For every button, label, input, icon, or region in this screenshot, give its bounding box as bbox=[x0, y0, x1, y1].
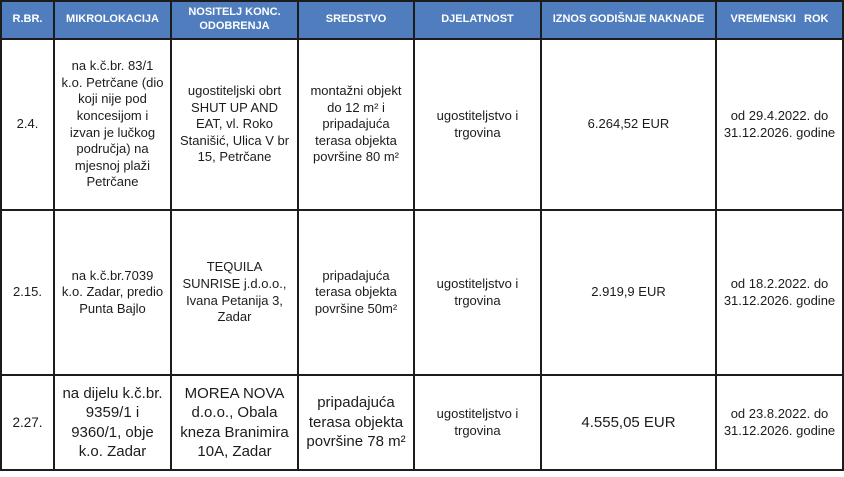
cell-sredstvo: montažni objekt do 12 m² i pripadajuća terasa objekta površine 80 m² bbox=[298, 39, 414, 210]
header-cell-iznos: IZNOS GODIŠNJE NAKNADE bbox=[541, 1, 716, 39]
cell-iznos: 4.555,05 EUR bbox=[541, 375, 716, 470]
cell-djelatnost: ugostiteljstvo i trgovina bbox=[414, 39, 541, 210]
cell-vremenski-rok: od 18.2.2022. do 31.12.2026. godine bbox=[716, 210, 843, 375]
cell-mikrolokacija: na k.č.br. 83/1 k.o. Petrčane (dio koji nije pod koncesijom i izvan je lučkog područja) na mjesnoj plaži Petrčane bbox=[54, 39, 171, 210]
cell-rbr: 2.15. bbox=[1, 210, 54, 375]
cell-vremenski-rok: od 29.4.2022. do 31.12.2026. godine bbox=[716, 39, 843, 210]
header-cell-mikrolokacija: MIKROLOKACIJA bbox=[54, 1, 171, 39]
header-cell-sredstvo: SREDSTVO bbox=[298, 1, 414, 39]
cell-rbr: 2.4. bbox=[1, 39, 54, 210]
cell-vremenski-rok: od 23.8.2022. do 31.12.2026. godine bbox=[716, 375, 843, 470]
table-row bbox=[1, 375, 843, 470]
cell-iznos: 2.919,9 EUR bbox=[541, 210, 716, 375]
cell-djelatnost: ugostiteljstvo i trgovina bbox=[414, 375, 541, 470]
cell-nositelj: MOREA NOVA d.o.o., Obala kneza Branimira 10A, Zadar bbox=[171, 375, 298, 470]
table-header-row bbox=[1, 1, 843, 39]
cell-mikrolokacija: na k.č.br.7039 k.o. Zadar, predio Punta Bajlo bbox=[54, 210, 171, 375]
header-cell-vremenski-rok: VREMENSKI ROK bbox=[716, 1, 843, 39]
header-cell-nositelj: NOSITELJ KONC. ODOBRENJA bbox=[171, 1, 298, 39]
table-row bbox=[1, 210, 843, 375]
header-cell-rbr: R.BR. bbox=[1, 1, 54, 39]
cell-djelatnost: ugostiteljstvo i trgovina bbox=[414, 210, 541, 375]
table-row bbox=[1, 39, 843, 210]
cell-nositelj: TEQUILA SUNRISE j.d.o.o., Ivana Petanija 3, Zadar bbox=[171, 210, 298, 375]
cell-rbr: 2.27. bbox=[1, 375, 54, 470]
cell-iznos: 6.264,52 EUR bbox=[541, 39, 716, 210]
cell-nositelj: ugostiteljski obrt SHUT UP AND EAT, vl. Roko Stanišić, Ulica V br 15, Petrčane bbox=[171, 39, 298, 210]
cell-mikrolokacija: na dijelu k.č.br. 9359/1 i 9360/1, obje k.o. Zadar bbox=[54, 375, 171, 470]
header-cell-djelatnost: DJELATNOST bbox=[414, 1, 541, 39]
cell-sredstvo: pripadajuća terasa objekta površine 78 m² bbox=[298, 375, 414, 470]
cell-sredstvo: pripadajuća terasa objekta površine 50m² bbox=[298, 210, 414, 375]
